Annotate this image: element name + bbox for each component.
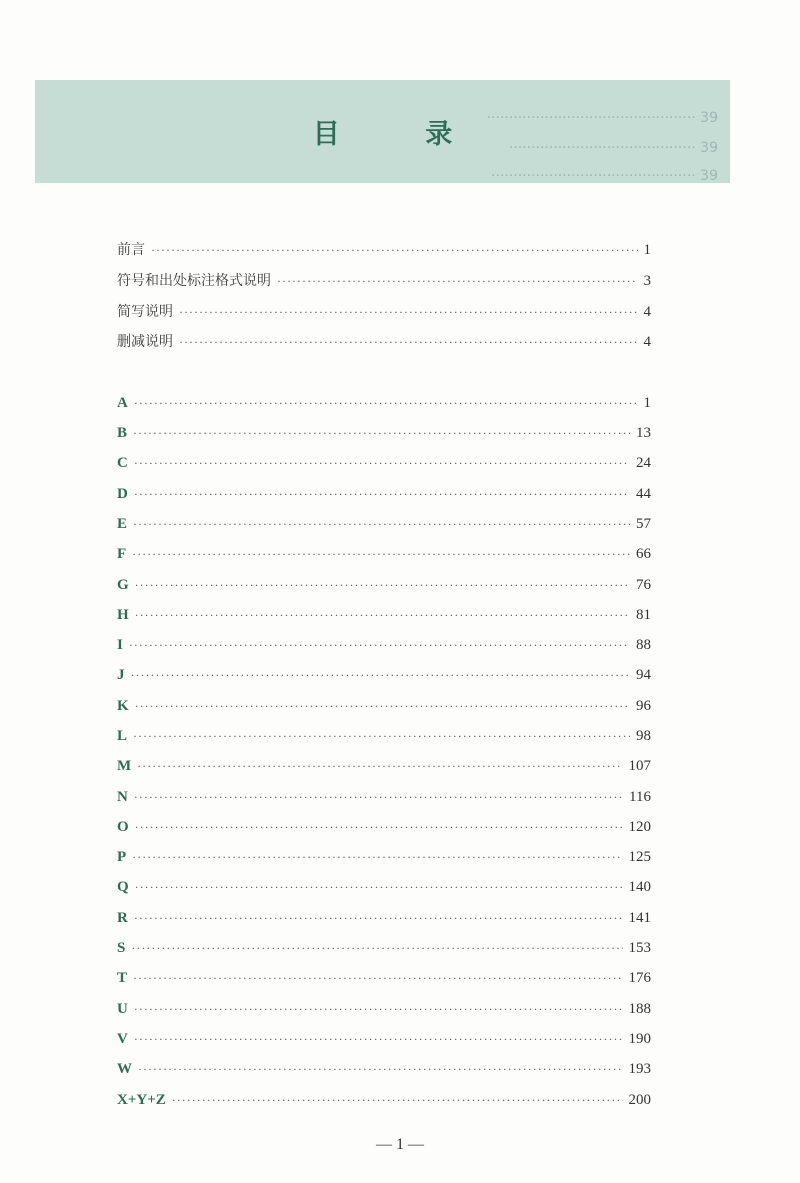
leader-dots bbox=[151, 241, 638, 259]
leader-dots bbox=[131, 666, 631, 684]
leader-dots bbox=[134, 788, 623, 806]
toc-entry[interactable] bbox=[117, 272, 651, 290]
toc-letter-label: K bbox=[117, 698, 129, 714]
leader-dots bbox=[277, 272, 638, 290]
toc-letter-entry[interactable] bbox=[117, 969, 651, 987]
toc-entry-page: 76 bbox=[636, 577, 651, 593]
toc-entry-page: 141 bbox=[628, 910, 651, 926]
toc-entry-page: 1 bbox=[643, 242, 651, 258]
leader-dots bbox=[132, 545, 630, 563]
toc-entry-page: 1 bbox=[643, 395, 651, 411]
toc-entry[interactable] bbox=[117, 241, 651, 259]
toc-letter-entry[interactable] bbox=[117, 394, 651, 412]
toc-entry-page: 107 bbox=[628, 758, 651, 774]
leader-dots bbox=[179, 303, 638, 321]
toc-letter-entry[interactable] bbox=[117, 454, 651, 472]
bleed-through-text: ·········································· 39 bbox=[508, 140, 718, 156]
toc-letter-label: M bbox=[117, 758, 132, 774]
toc-letter-label: R bbox=[117, 910, 128, 926]
leader-dots bbox=[179, 333, 638, 351]
toc-letter-entry[interactable] bbox=[117, 1091, 651, 1109]
toc-letter-label: O bbox=[117, 819, 129, 835]
leader-dots bbox=[134, 454, 630, 472]
leader-dots bbox=[135, 606, 630, 624]
toc-letter-label: B bbox=[117, 425, 128, 441]
toc-entry-page: 24 bbox=[636, 455, 651, 471]
leader-dots bbox=[133, 727, 630, 745]
leader-dots bbox=[135, 878, 623, 896]
toc-entry-page: 13 bbox=[636, 425, 651, 441]
toc-entry-page: 3 bbox=[643, 273, 651, 289]
leader-dots bbox=[135, 576, 630, 594]
toc-letter-entry[interactable] bbox=[117, 939, 651, 957]
page-number-footer: — 1 — bbox=[376, 1136, 424, 1153]
toc-letter-entry[interactable] bbox=[117, 818, 651, 836]
leader-dots bbox=[137, 757, 622, 775]
toc-entry[interactable] bbox=[117, 333, 651, 351]
toc-entry-page: 200 bbox=[628, 1092, 651, 1108]
toc-letter-entry[interactable] bbox=[117, 515, 651, 533]
toc-letter-entry[interactable] bbox=[117, 636, 651, 654]
toc-letter-entry[interactable] bbox=[117, 424, 651, 442]
toc-letter-label: C bbox=[117, 455, 128, 471]
toc-entry-page: 176 bbox=[628, 970, 651, 986]
page-title: 目 录 bbox=[312, 119, 491, 150]
toc-entry-page: 188 bbox=[628, 1001, 651, 1017]
toc-letter-entry[interactable] bbox=[117, 666, 651, 684]
leader-dots bbox=[133, 515, 630, 533]
toc-letter-label: T bbox=[117, 970, 128, 986]
toc-entry-page: 190 bbox=[628, 1031, 651, 1047]
toc-letter-label: S bbox=[117, 940, 126, 956]
toc-entry-page: 81 bbox=[636, 607, 651, 623]
toc-letter-entry[interactable] bbox=[117, 485, 651, 503]
toc-letter-entry[interactable] bbox=[117, 757, 651, 775]
leader-dots bbox=[133, 424, 630, 442]
toc-entry-page: 94 bbox=[636, 667, 651, 683]
toc-entry-label: 符号和出处标注格式说明 bbox=[117, 273, 271, 289]
toc-letter-entry[interactable] bbox=[117, 697, 651, 715]
toc-entry-page: 4 bbox=[643, 334, 651, 350]
toc-letter-entry[interactable] bbox=[117, 606, 651, 624]
toc-letter-entry[interactable] bbox=[117, 909, 651, 927]
leader-dots bbox=[134, 485, 630, 503]
leader-dots bbox=[135, 697, 630, 715]
toc-letter-entry[interactable] bbox=[117, 545, 651, 563]
toc-entry-page: 116 bbox=[629, 789, 651, 805]
toc-letter-entry[interactable] bbox=[117, 727, 651, 745]
toc-entry-label: 删减说明 bbox=[117, 334, 173, 350]
toc-letter-label: Q bbox=[117, 879, 129, 895]
toc-entry-page: 4 bbox=[643, 304, 651, 320]
leader-dots bbox=[133, 969, 622, 987]
toc-letter-label: V bbox=[117, 1031, 128, 1047]
leader-dots bbox=[135, 818, 623, 836]
toc-letter-entry[interactable] bbox=[117, 878, 651, 896]
toc-letter-label: E bbox=[117, 516, 128, 532]
toc-entry-page: 120 bbox=[628, 819, 651, 835]
leader-dots bbox=[134, 394, 638, 412]
leader-dots bbox=[134, 1000, 623, 1018]
toc-letter-entry[interactable] bbox=[117, 848, 651, 866]
toc-entry-page: 96 bbox=[636, 698, 651, 714]
leader-dots bbox=[134, 909, 623, 927]
toc-letter-label: U bbox=[117, 1001, 128, 1017]
toc-entry-page: 57 bbox=[636, 516, 651, 532]
toc-letter-label: N bbox=[117, 789, 128, 805]
toc-entry-page: 88 bbox=[636, 637, 651, 653]
toc-letter-label: L bbox=[117, 728, 128, 744]
leader-dots bbox=[138, 1060, 623, 1078]
toc-entry-page: 125 bbox=[628, 849, 651, 865]
toc-letter-entry[interactable] bbox=[117, 1060, 651, 1078]
toc-letter-label: G bbox=[117, 577, 129, 593]
leader-dots bbox=[134, 1030, 623, 1048]
toc-letter-entry[interactable] bbox=[117, 576, 651, 594]
toc-letter-label: H bbox=[117, 607, 129, 623]
toc-letter-entry[interactable] bbox=[117, 788, 651, 806]
toc-letter-label: X+Y+Z bbox=[117, 1092, 166, 1108]
toc-entry-label: 前言 bbox=[117, 242, 145, 258]
toc-entry-label: 简写说明 bbox=[117, 304, 173, 320]
bleed-through-text: ··············································· 39 bbox=[486, 110, 718, 126]
toc-entry-page: 140 bbox=[628, 879, 651, 895]
bleed-through-text: ·············································· 39 bbox=[491, 168, 718, 183]
toc-letter-label: D bbox=[117, 486, 128, 502]
toc-entry-page: 66 bbox=[636, 546, 651, 562]
toc-letter-entry[interactable] bbox=[117, 1030, 651, 1048]
toc-entry-page: 98 bbox=[636, 728, 651, 744]
toc-letter-label: W bbox=[117, 1061, 132, 1077]
leader-dots bbox=[129, 636, 630, 654]
leader-dots bbox=[172, 1091, 623, 1109]
toc-letter-label: J bbox=[117, 667, 125, 683]
toc-entry-page: 44 bbox=[636, 486, 651, 502]
toc-letter-label: A bbox=[117, 395, 128, 411]
title-band bbox=[35, 80, 730, 183]
toc-letter-entry[interactable] bbox=[117, 1000, 651, 1018]
toc-entry-page: 193 bbox=[628, 1061, 651, 1077]
toc-entry[interactable] bbox=[117, 303, 651, 321]
leader-dots bbox=[132, 848, 622, 866]
leader-dots bbox=[131, 939, 622, 957]
toc-letter-label: P bbox=[117, 849, 127, 865]
toc-letter-label: F bbox=[117, 546, 127, 562]
toc-letter-label: I bbox=[117, 637, 123, 653]
toc-entry-page: 153 bbox=[628, 940, 651, 956]
